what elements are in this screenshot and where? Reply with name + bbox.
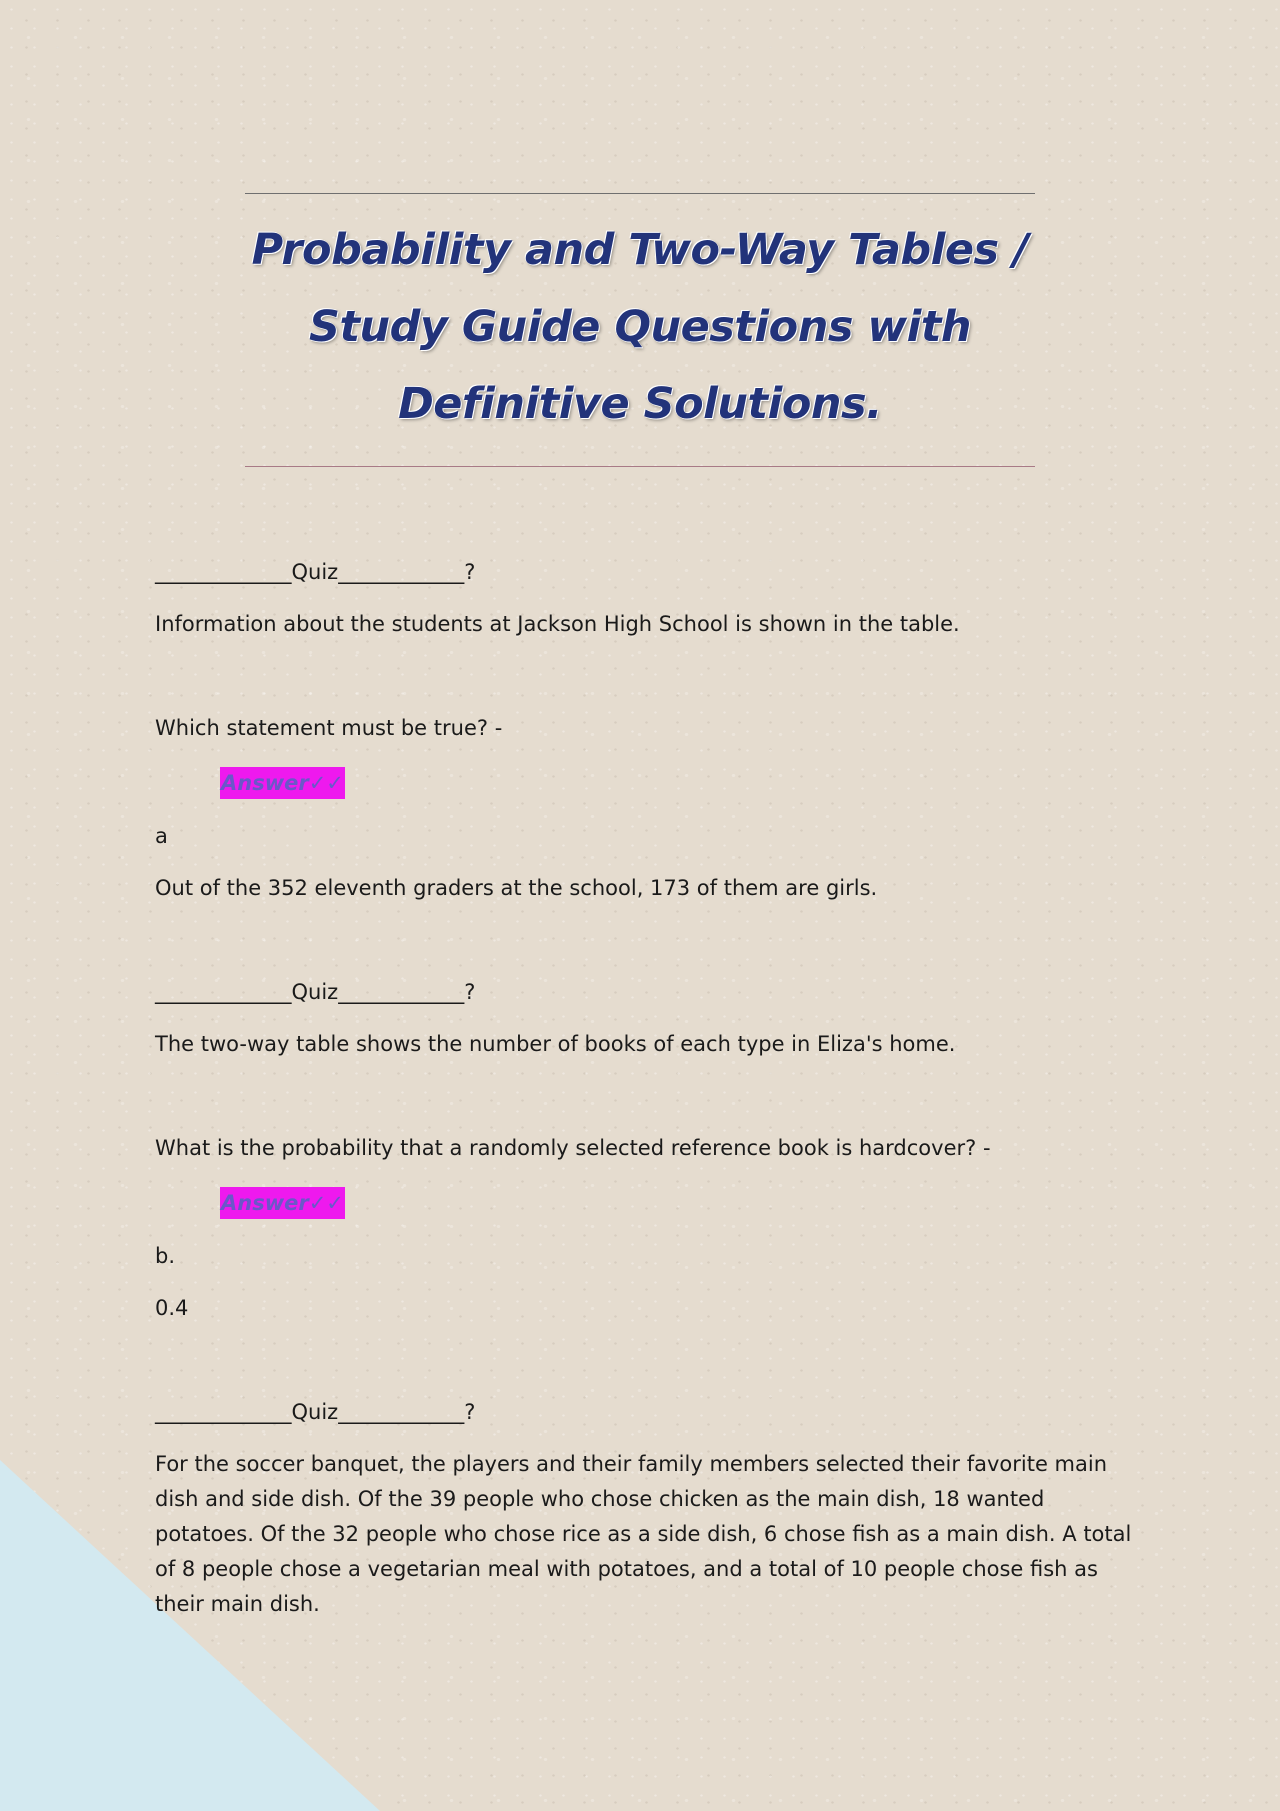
- answer-text: 0.4: [155, 1296, 189, 1320]
- answer-letter: b.: [155, 1244, 176, 1268]
- answer-badge: Answer✓✓: [220, 1187, 345, 1219]
- title-bottom-rule: [245, 466, 1035, 467]
- answer-letter: a: [155, 824, 168, 848]
- answer-label-row: [155, 766, 1135, 801]
- quiz-heading: _____________Quiz____________?: [155, 1400, 476, 1424]
- quiz-heading: _____________Quiz____________?: [155, 980, 476, 1004]
- answer-badge: Answer✓✓: [220, 767, 345, 799]
- question-text: What is the probability that a randomly selected reference book is hardcover? -: [155, 1136, 991, 1160]
- question-intro: Information about the students at Jackson High School is shown in the table.: [155, 612, 960, 636]
- document-title: Probability and Two-Way Tables / Study Guide Questions with Definitive Solutions.: [251, 225, 1029, 429]
- quiz-heading: _____________Quiz____________?: [155, 560, 476, 584]
- question-intro: The two-way table shows the number of books of each type in Eliza's home.: [155, 1032, 956, 1056]
- document-body: [155, 555, 1135, 1622]
- question-intro: For the soccer banquet, the players and their family members selected their favorite main dish and side dish. Of the 39 people who chose chicken as the main dish, 18 wanted potatoes. Of the 32 people who chose rice as a side dish, 6 chose fish as a main dish. A total of 8 people chose a vegetarian meal with potatoes, and a total of 10 people chose fish as their main dish.: [155, 1452, 1132, 1616]
- title-top-rule: [245, 193, 1035, 194]
- answer-text: Out of the 352 eleventh graders at the school, 173 of them are girls.: [155, 876, 878, 900]
- question-text: Which statement must be true? -: [155, 716, 503, 740]
- answer-label-row: [155, 1186, 1135, 1221]
